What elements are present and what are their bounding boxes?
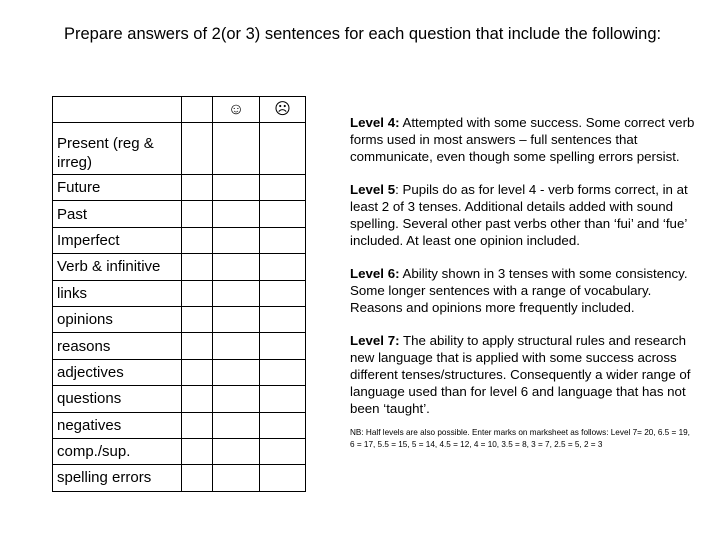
checklist-cell[interactable] (182, 438, 213, 464)
checklist-item: Verb & infinitive (53, 254, 182, 280)
checklist-happy-cell[interactable] (213, 306, 260, 332)
marks-note: NB: Half levels are also possible. Enter marks on marksheet as follows: Level 7= 20, 6.5 = 19, 6 = 17, 5.5 = 15, 5 = 14, 4.5 = 12, 4 = 10, 3.5 = 8, 3 = 7, 2.5 = 5, 2 = 3 (350, 428, 690, 449)
checklist-item: spelling errors (53, 465, 182, 491)
checklist-cell[interactable] (182, 412, 213, 438)
checklist-sad-cell[interactable] (260, 465, 306, 491)
checklist-item: reasons (53, 333, 182, 359)
checklist-sad-cell[interactable] (260, 386, 306, 412)
level-6-text: Ability shown in 3 tenses with some consistency. Some longer sentences with a range of vocabulary. Reasons and opinions more frequently included. (350, 266, 688, 315)
checklist-item: Imperfect (53, 227, 182, 253)
level-7-text: The ability to apply structural rules and research new language that is applied with some success across different tenses/structures. Consequently a wider range of language used than for level 6 and language that has not been ‘taught’. (350, 333, 691, 416)
checklist-sad-cell[interactable] (260, 280, 306, 306)
checklist-sad-cell[interactable] (260, 201, 306, 227)
checklist-happy-cell[interactable] (213, 123, 260, 175)
checklist-cell[interactable] (182, 333, 213, 359)
level-4-name: Level 4: (350, 115, 400, 130)
checklist-happy-cell[interactable] (213, 227, 260, 253)
checklist-happy-cell[interactable] (213, 438, 260, 464)
checklist-item: adjectives (53, 359, 182, 385)
checklist-cell[interactable] (182, 201, 213, 227)
checklist-row (53, 386, 306, 412)
level-5-descriptor (350, 181, 695, 249)
level-4-text: Attempted with some success. Some correct verb forms used in most answers – full sentences that communicate, even though some spelling errors persist. (350, 115, 695, 164)
checklist-happy-cell[interactable] (213, 465, 260, 491)
checklist-cell[interactable] (182, 386, 213, 412)
checklist-cell[interactable] (182, 359, 213, 385)
checklist-item: comp./sup. (53, 438, 182, 464)
level-6-name: Level 6: (350, 266, 400, 281)
checklist-row (53, 359, 306, 385)
checklist-row (53, 123, 306, 175)
level-5-name: Level 5 (350, 182, 396, 197)
checklist-happy-cell[interactable] (213, 175, 260, 201)
level-descriptors (350, 114, 695, 450)
checklist-sad-cell[interactable] (260, 438, 306, 464)
checklist-row (53, 465, 306, 491)
header-blank-cell (53, 97, 182, 123)
checklist-item: questions (53, 386, 182, 412)
level-6-descriptor (350, 265, 695, 316)
checklist-item: negatives (53, 412, 182, 438)
checklist-sad-cell[interactable] (260, 412, 306, 438)
header-happy-cell (213, 97, 260, 123)
header-sad-cell (260, 97, 306, 123)
checklist-row (53, 306, 306, 332)
checklist-table (52, 96, 306, 492)
checklist-cell[interactable] (182, 254, 213, 280)
checklist-happy-cell[interactable] (213, 386, 260, 412)
checklist-item: links (53, 280, 182, 306)
checklist-sad-cell[interactable] (260, 306, 306, 332)
checklist-sad-cell[interactable] (260, 333, 306, 359)
checklist-row (53, 438, 306, 464)
level-4-descriptor (350, 114, 695, 165)
checklist-row (53, 333, 306, 359)
frowning-face-icon: ☹ (274, 101, 291, 118)
checklist-sad-cell[interactable] (260, 254, 306, 280)
checklist-item: Future (53, 175, 182, 201)
checklist-cell[interactable] (182, 306, 213, 332)
level-5-text: : Pupils do as for level 4 - verb forms correct, in at least 2 of 3 tenses. Additional details added with sound spelling. Several other past verbs other than ‘fui’ and ‘fue’ included. At least one opinion included. (350, 182, 688, 248)
checklist-happy-cell[interactable] (213, 359, 260, 385)
checklist-sad-cell[interactable] (260, 175, 306, 201)
checklist-cell[interactable] (182, 175, 213, 201)
checklist-row (53, 254, 306, 280)
checklist-row (53, 227, 306, 253)
checklist-item: Present (reg & irreg) (53, 123, 182, 175)
checklist-row (53, 201, 306, 227)
checklist-happy-cell[interactable] (213, 412, 260, 438)
checklist-happy-cell[interactable] (213, 333, 260, 359)
level-7-name: Level 7: (350, 333, 400, 348)
smiley-face-icon: ☺ (227, 101, 245, 118)
checklist-cell[interactable] (182, 227, 213, 253)
checklist-row (53, 280, 306, 306)
page-heading: Prepare answers of 2(or 3) sentences for each question that include the following: (64, 25, 662, 43)
checklist-sad-cell[interactable] (260, 227, 306, 253)
checklist-cell[interactable] (182, 465, 213, 491)
checklist-cell[interactable] (182, 280, 213, 306)
checklist-item: opinions (53, 306, 182, 332)
checklist-item: Past (53, 201, 182, 227)
level-7-descriptor (350, 332, 695, 417)
checklist-happy-cell[interactable] (213, 280, 260, 306)
checklist-cell[interactable] (182, 123, 213, 175)
checklist-sad-cell[interactable] (260, 359, 306, 385)
checklist-row (53, 175, 306, 201)
header-spacer-cell (182, 97, 213, 123)
checklist-sad-cell[interactable] (260, 123, 306, 175)
checklist-header-row (53, 97, 306, 123)
checklist-happy-cell[interactable] (213, 254, 260, 280)
checklist-row (53, 412, 306, 438)
checklist-happy-cell[interactable] (213, 201, 260, 227)
